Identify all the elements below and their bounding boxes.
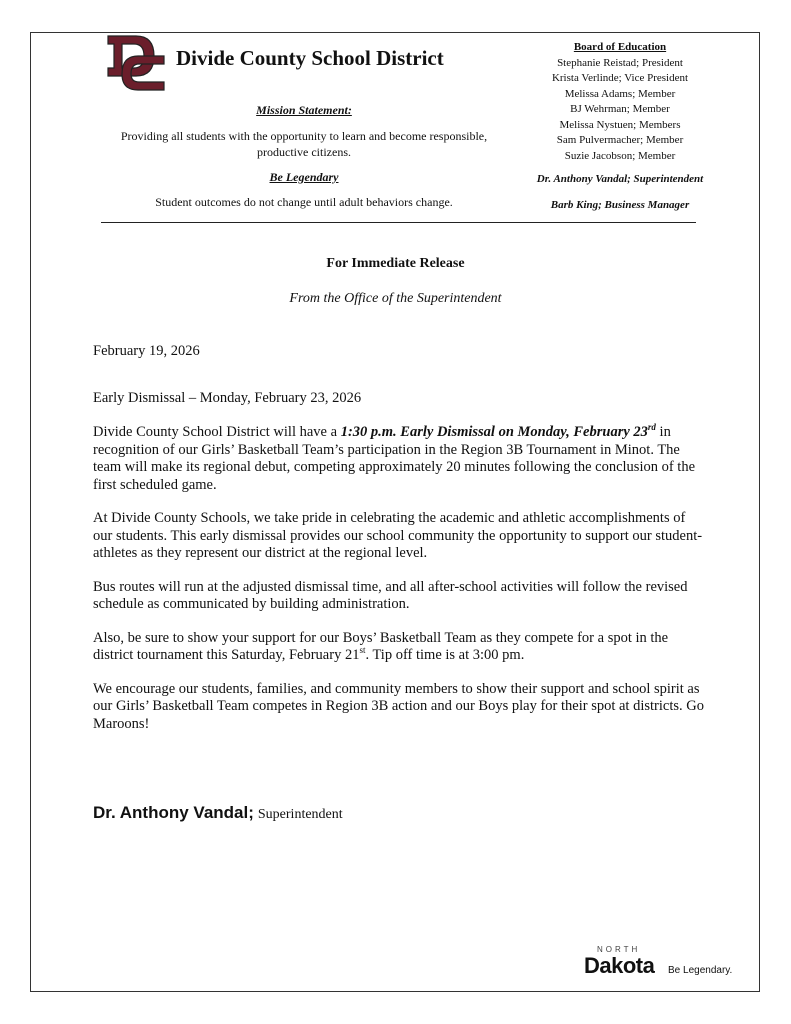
board-member: Melissa Adams; Member — [564, 87, 676, 100]
office-line: From the Office of the Superintendent — [289, 291, 502, 306]
be-legendary-heading: Be Legendary — [269, 170, 339, 184]
board-member: Krista Verlinde; Vice President — [551, 72, 689, 84]
letter-subject: Early Dismissal – Monday, February 23, 2026 — [93, 390, 362, 406]
mission-text: Providing all students with the opportunity to learn and become responsible, productive citizens. — [120, 129, 488, 159]
board-member: Suzie Jacobson; Member — [564, 149, 676, 162]
letter-body — [93, 424, 708, 749]
outcomes-text: Student outcomes do not change until adult behaviors change. — [155, 195, 453, 209]
header-divider — [101, 222, 696, 223]
board-member: Stephanie Reistad; President — [557, 56, 683, 69]
paragraph-dismissal: Divide County School District will have a 1:30 p.m. Early Dismissal on Monday, February 23rd in recognition of our Girls’ Basketball Team’s participation in the Region 3B Tournament in Minot. The team will make its regional debut, competing approximately 20 minutes following the conclusion of the first scheduled game. — [93, 422, 696, 493]
signature-name: Dr. Anthony Vandal; — [93, 803, 254, 822]
paragraph-encourage: We encourage our students, families, and community members to show their support and school spirit as our Girls’ Basketball Team competes in Region 3B action and our Boys play for their spot at districts. Go Maroons! — [93, 680, 704, 732]
business-manager-line: Barb King; Business Manager — [550, 199, 690, 211]
letter-date: February 19, 2026 — [93, 343, 200, 359]
district-logo — [106, 34, 166, 92]
board-member: BJ Wehrman; Member — [570, 103, 670, 115]
nd-dakota-text: Dakota — [584, 953, 655, 978]
signature — [93, 803, 343, 823]
superintendent-line: Dr. Anthony Vandal; Superintendent — [536, 173, 704, 185]
release-heading: For Immediate Release — [326, 256, 465, 271]
dismissal-emphasis: 1:30 p.m. Early Dismissal on Monday, February 23 — [340, 424, 648, 440]
paragraph-boys-team: Also, be sure to show your support for our Boys’ Basketball Team as they compete for a spot in the district tournament this Saturday, February 21st. Tip off time is at 3:00 pm. — [93, 629, 669, 663]
nd-north-text: NORTH — [597, 945, 641, 954]
north-dakota-logo — [584, 945, 744, 985]
board-member: Melissa Nystuen; Members — [559, 118, 681, 131]
signature-title: Superintendent — [257, 807, 343, 822]
district-name: Divide County School District — [176, 46, 444, 70]
board-heading: Board of Education — [573, 41, 667, 53]
mission-heading: Mission Statement: — [256, 103, 352, 117]
paragraph-pride: At Divide County Schools, we take pride in celebrating the academic and athletic accomplishments of our students. This early dismissal provides our school community the opportunity to support our student-athletes as they represent our district at the regional level. — [93, 510, 703, 561]
paragraph-bus-routes: Bus routes will run at the adjusted dismissal time, and all after-school activities will follow the revised schedule as communicated by building administration. — [93, 578, 688, 612]
board-member: Sam Pulvermacher; Member — [556, 134, 684, 146]
board-of-education — [520, 40, 720, 164]
nd-tagline: Be Legendary. — [668, 965, 733, 976]
